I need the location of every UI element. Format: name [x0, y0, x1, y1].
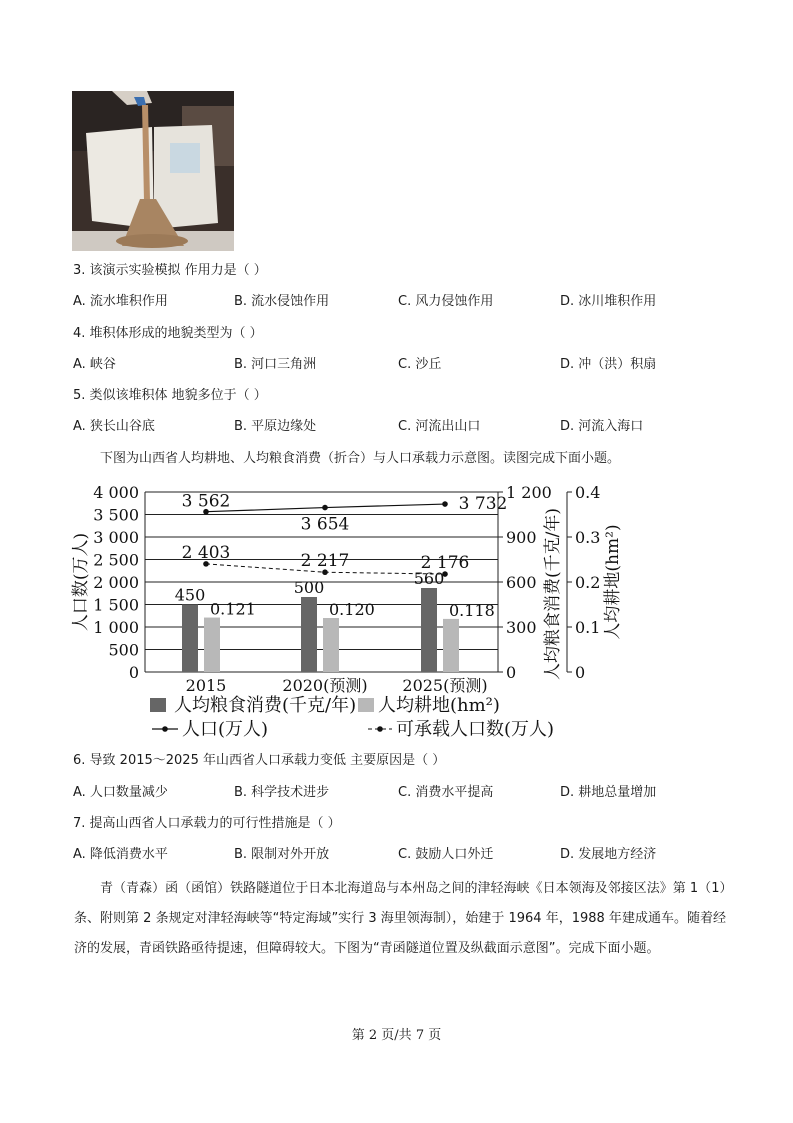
question-4-stem: 4. 堆积体形成的地貌类型为（ ）	[73, 326, 263, 341]
question-6-stem: 6. 导致 2015～2025 年山西省人口承载力变低 主要原因是（ ）	[73, 753, 446, 768]
capacity-label: 2 176	[420, 553, 470, 574]
legend-capacity-label: 可承载人口数(万人)	[396, 719, 555, 740]
right2-tick-label: 0	[575, 663, 586, 682]
question-5-option-b[interactable]: B. 平原边缘处	[234, 419, 317, 434]
chart-legend	[150, 694, 554, 740]
question-5-stem: 5. 类似该堆积体 地貌多位于（ ）	[73, 388, 267, 403]
question-6-option-d[interactable]: D. 耕地总量增加	[560, 785, 657, 800]
legend-farmland-label: 人均耕地(hm²)	[378, 695, 500, 716]
bar-farmland	[443, 619, 459, 672]
question-3-option-d[interactable]: D. 冰川堆积作用	[560, 294, 657, 309]
population-label: 3 654	[300, 514, 350, 535]
right1-tick-label: 600	[506, 573, 537, 592]
question-3-option-a[interactable]: A. 流水堆积作用	[73, 294, 168, 309]
question-3-stem: 3. 该演示实验模拟 作用力是（ ）	[73, 263, 267, 278]
left-tick-label: 3 000	[93, 528, 139, 547]
question-6-option-b[interactable]: B. 科学技术进步	[234, 785, 330, 800]
bar-food-label: 500	[293, 578, 325, 597]
right2-tick-label: 0.1	[575, 618, 601, 637]
page-footer: 第 2 页/共 7 页	[351, 1028, 442, 1043]
left-axis-title: 人口数(万人)	[71, 532, 91, 632]
bar-food-consumption	[182, 605, 198, 673]
question-5-option-d[interactable]: D. 河流入海口	[560, 419, 644, 434]
legend-food-label: 人均粮食消费(千克/年)	[174, 695, 357, 716]
legend-capacity-dot	[377, 726, 383, 732]
tunnel-passage: 青（青森）函（函馆）铁路隧道位于日本北海道岛与本州岛之间的津轻海峡《日本领海及邻接区法》第 1（1）条、附则第 2 条规定对津轻海峡等“特定海域”实行 3 海里领海制），始建于 1964 年，1988 年建成通车。随着经济的发展，青函铁路亟待提速，但障碍较大。下图为“青函隧道位置及纵截面示意图”。完成下面小题。	[74, 881, 726, 956]
left-tick-label: 0	[128, 663, 139, 682]
left-tick-label: 1 000	[93, 618, 139, 637]
bar-farmland-label: 0.118	[449, 600, 495, 620]
right1-tick-label: 300	[506, 618, 537, 637]
bar-food-label: 560	[413, 569, 445, 588]
question-4-option-d[interactable]: D. 冲（洪）积扇	[560, 357, 657, 372]
right-axis-1-title: 人均粮食消费(千克/年)	[543, 508, 563, 680]
question-4-option-a[interactable]: A. 峡谷	[73, 357, 116, 372]
x-category-label: 2025(预测)	[402, 676, 488, 695]
question-7-option-d[interactable]: D. 发展地方经济	[560, 847, 657, 862]
bar-farmland	[204, 618, 220, 672]
legend-farmland-swatch	[358, 698, 374, 712]
question-7-option-b[interactable]: B. 限制对外开放	[234, 847, 330, 862]
question-4-option-c[interactable]: C. 沙丘	[398, 357, 442, 372]
population-point	[322, 505, 328, 511]
population-label: 3 562	[181, 491, 231, 512]
capacity-label: 2 217	[300, 551, 350, 572]
question-6-option-c[interactable]: C. 消费水平提高	[398, 785, 494, 800]
chart-intro: 下图为山西省人均耕地、人均粮食消费（折合）与人口承载力示意图。读图完成下面小题。	[100, 451, 621, 466]
x-category-label: 2015	[185, 676, 227, 695]
left-tick-label: 2 000	[93, 573, 139, 592]
right2-tick-label: 0.4	[575, 483, 601, 502]
right2-tick-label: 0.3	[575, 528, 601, 547]
question-5-option-a[interactable]: A. 狭长山谷底	[73, 419, 155, 434]
x-category-label: 2020(预测)	[282, 676, 368, 695]
legend-population-dot	[162, 726, 168, 732]
population-capacity-chart	[70, 476, 630, 746]
right-axis-2-title: 人均耕地(hm²)	[603, 524, 623, 640]
question-7-option-a[interactable]: A. 降低消费水平	[73, 847, 168, 862]
sand-pouring-onto-book-photo	[72, 91, 234, 251]
left-tick-label: 4 000	[93, 483, 139, 502]
capacity-label: 2 403	[181, 542, 231, 563]
bar-farmland-label: 0.120	[329, 600, 375, 619]
question-3-option-b[interactable]: B. 流水侵蚀作用	[234, 294, 330, 309]
legend-food-swatch	[150, 698, 166, 712]
right1-tick-label: 900	[506, 528, 537, 547]
right1-tick-label: 1 200	[506, 483, 552, 502]
right2-tick-label: 0.2	[575, 573, 601, 592]
question-3-option-c[interactable]: C. 风力侵蚀作用	[398, 294, 494, 309]
question-4-option-b[interactable]: B. 河口三角洲	[234, 357, 317, 372]
left-tick-label: 1 500	[93, 595, 139, 615]
question-7-option-c[interactable]: C. 鼓励人口外迁	[398, 847, 494, 862]
bar-farmland	[323, 618, 339, 672]
population-label: 3 732	[458, 494, 508, 515]
legend-population-label: 人口(万人)	[182, 719, 269, 740]
chart-labels	[71, 492, 623, 695]
population-point	[442, 501, 448, 507]
question-6-option-a[interactable]: A. 人口数量减少	[73, 785, 168, 800]
bar-food-label: 450	[174, 585, 206, 605]
bar-food-consumption	[301, 597, 317, 672]
right1-tick-label: 0	[506, 663, 517, 682]
bar-farmland-label: 0.121	[210, 599, 256, 619]
question-7-stem: 7. 提高山西省人口承载力的可行性措施是（ ）	[73, 816, 341, 831]
left-tick-label: 500	[108, 640, 139, 660]
left-tick-label: 2 500	[93, 550, 139, 570]
question-5-option-c[interactable]: C. 河流出山口	[398, 419, 481, 434]
bar-food-consumption	[421, 588, 437, 672]
left-tick-label: 3 500	[93, 505, 139, 525]
